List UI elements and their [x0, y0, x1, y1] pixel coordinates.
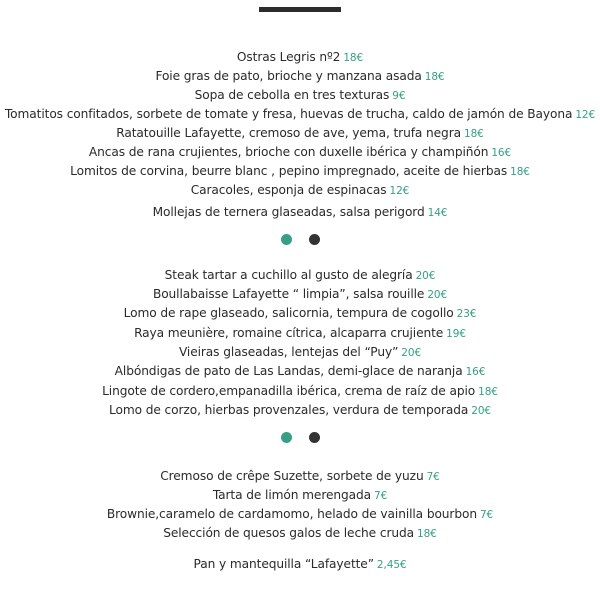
dish-price: 20€ [427, 289, 448, 301]
dish-name: Foie gras de pato, brioche y manzana asada [155, 69, 422, 83]
menu-item [0, 344, 600, 361]
menu-item [0, 87, 600, 104]
dish-price: 9€ [392, 90, 406, 102]
dish-name: Sopa de cebolla en tres texturas [194, 88, 390, 102]
dish-price: 18€ [478, 386, 498, 398]
dish-price: 7€ [426, 471, 440, 483]
menu-item [0, 468, 600, 485]
menu-item [0, 525, 600, 542]
menu-item [0, 144, 600, 161]
dish-price: 14€ [427, 207, 448, 219]
menu-item [0, 163, 600, 180]
dish-name: Caracoles, esponja de espinacas [190, 183, 387, 197]
dish-name: Brownie,caramelo de cardamomo, helado de vainilla bourbon [106, 507, 477, 521]
dish-name: Ancas de rana crujientes, brioche con duxelle ibérica y champiñón [88, 145, 489, 159]
dish-name: Tomatitos confitados, sorbete de tomate y fresa, huevas de trucha, caldo de jamón de Bayona [4, 107, 573, 121]
dish-name: Lingote de cordero,empanadilla ibérica, crema de raíz de apio [102, 384, 476, 398]
menu-item [0, 556, 600, 573]
dish-price: 7€ [374, 490, 388, 502]
menu-item [0, 383, 600, 400]
menu-item [0, 267, 600, 284]
dish-price: 18€ [417, 528, 437, 540]
section-divider-dots [280, 234, 320, 246]
dish-name: Albóndigas de pato de Las Landas, demi-glace de naranja [114, 364, 463, 378]
dish-price: 20€ [471, 405, 491, 417]
dish-price: 16€ [465, 366, 486, 378]
dish-name: Ostras Legris nº2 [236, 50, 341, 64]
menu-item [0, 402, 600, 419]
menu-item [0, 325, 600, 342]
dish-name: Selección de quesos galos de leche cruda [163, 526, 414, 540]
dish-price: 18€ [510, 166, 530, 178]
dish-price: 18€ [343, 52, 364, 64]
dish-name: Pan y mantequilla “Lafayette” [193, 557, 374, 571]
dish-name: Lomo de rape glaseado, salicornia, tempura de cogollo [123, 306, 454, 320]
section-divider-dots [280, 432, 320, 444]
dish-name: Ratatouille Lafayette, cremoso de ave, yema, trufa negra [116, 126, 461, 140]
menu-item [0, 204, 600, 221]
dark-dot [309, 234, 320, 245]
menu-item [0, 49, 600, 66]
dish-name: Raya meunière, romaine cítrica, alcaparra crujiente [134, 326, 444, 340]
menu-item [0, 286, 600, 303]
dark-dot [309, 432, 320, 443]
menu-item [0, 363, 600, 380]
dish-price: 19€ [446, 328, 466, 340]
accent-dot [281, 432, 292, 443]
menu-item [0, 125, 600, 142]
menu-item [0, 305, 600, 322]
dish-name: Boullabaisse Lafayette “ limpia”, salsa rouille [152, 287, 425, 301]
dish-price: 20€ [401, 347, 422, 359]
dish-name: Mollejas de ternera glaseadas, salsa perigord [152, 205, 425, 219]
dish-price: 18€ [463, 128, 484, 140]
accent-dot [281, 234, 292, 245]
dish-name: Vieiras glaseadas, lentejas del “Puy” [178, 345, 399, 359]
menu-item [0, 506, 600, 523]
dish-name: Cremoso de crêpe Suzette, sorbete de yuzu [160, 469, 424, 483]
dish-price: 2,45€ [376, 559, 407, 571]
menu-item [0, 182, 600, 199]
menu-item [0, 487, 600, 504]
dish-price: 18€ [424, 71, 445, 83]
dish-price: 7€ [479, 509, 494, 521]
menu-item [0, 106, 600, 123]
dish-price: 12€ [389, 185, 410, 197]
dish-price: 12€ [575, 109, 596, 121]
menu-item [0, 68, 600, 85]
dish-name: Tarta de limón merengada [212, 488, 371, 502]
dish-name: Lomitos de corvina, beurre blanc , pepino impregnado, aceite de hierbas [70, 164, 508, 178]
dish-price: 16€ [491, 147, 512, 159]
dish-price: 20€ [415, 270, 436, 282]
dish-name: Lomo de corzo, hierbas provenzales, verdura de temporada [109, 403, 469, 417]
dish-price: 23€ [456, 308, 477, 320]
dish-name: Steak tartar a cuchillo al gusto de alegría [164, 268, 413, 282]
top-divider-bar [259, 7, 341, 12]
